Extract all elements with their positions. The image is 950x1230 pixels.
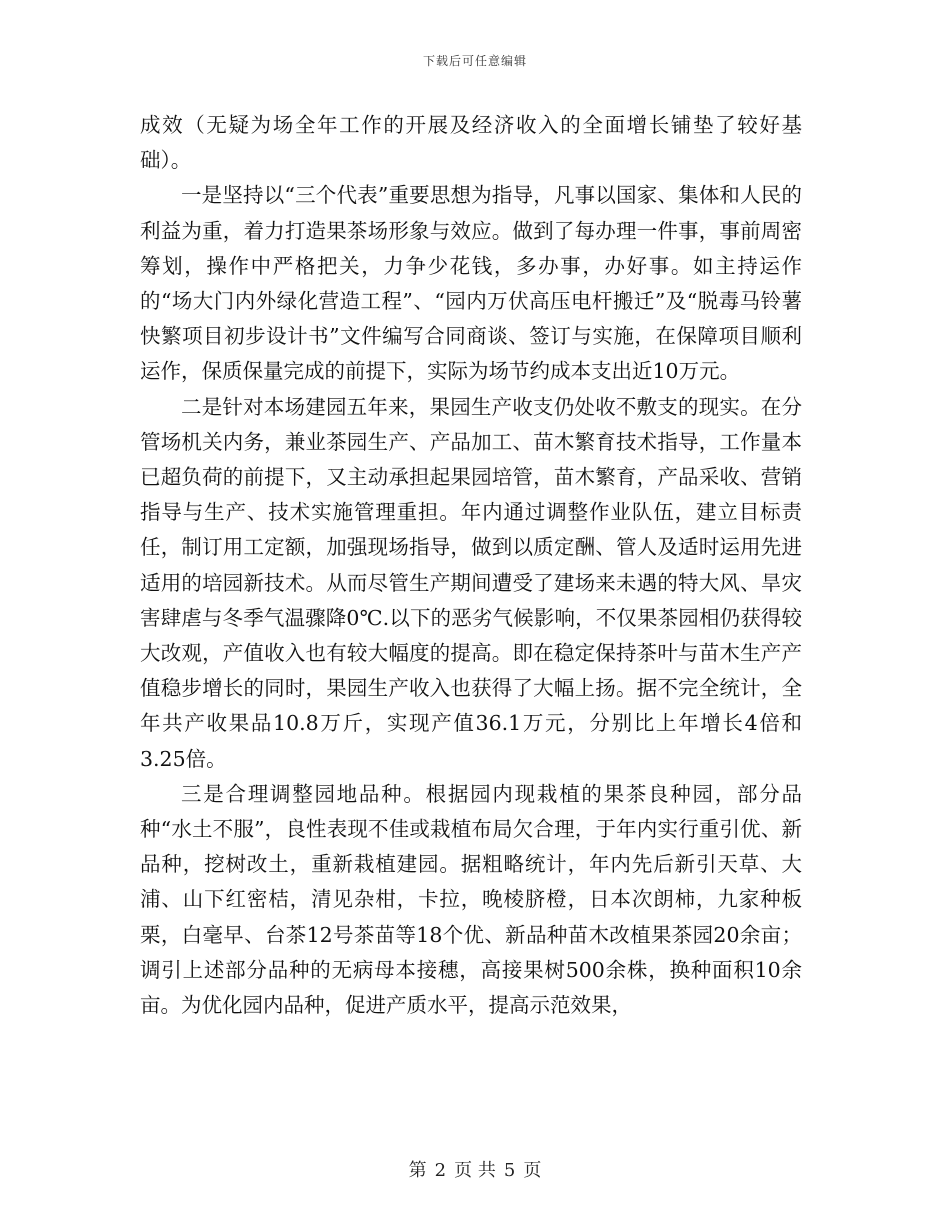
page-footer — [0, 1156, 950, 1182]
footer-current-page: 2 — [434, 1160, 447, 1181]
footer-suffix: 页 — [523, 1160, 542, 1181]
page-header: 下载后可任意编辑 — [422, 54, 527, 68]
body-text — [140, 108, 802, 1023]
paragraph-2: 二是针对本场建园五年来，果园生产收支仍处收不敷支的现实。在分管场机关内务，兼业茶园生产、产品加工、苗木繁育技术指导，工作量本已超负荷的前提下，又主动承担起果园培管，苗木繁育，产品采收、营销指导与生产、技术实施管理重担。年内通过调整作业队伍，建立目标责任，制订用工定额，加强现场指导，做到以质定酬、管人及适时运用先进适用的培园新技术。从而尽管生产期间遭受了建场来未遇的特大风、旱灾害肆虐与冬季气温骤降0℃.以下的恶劣气候影响，不仅果茶园相仍获得较大改观，产值收入也有较大幅度的提高。即在稳定保持茶叶与苗木生产产值稳步增长的同时，果园生产收入也获得了大幅上扬。据不完全统计，全年共产收果品10.8万斤，实现产值36.1万元，分别比上年增长4倍和3.25倍。 — [140, 394, 802, 771]
paragraph-3: 三是合理调整园地品种。根据园内现栽植的果茶良种园，部分品种“水土不服”，良性表现不佳或栽植布局欠合理，于年内实行重引优、新品种，挖树改土，重新栽植建园。据粗略统计，年内先后新引天草、大浦、山下红密桔，清见杂柑，卡拉，晚棱脐橙，日本次朗柿，九家种板栗，白毫早、台茶12号茶苗等18个优、新品种苗木改植果茶园20余亩；调引上述部分品种的无病母本接穗，高接果树500余株，换种面积10余亩。为优化园内品种，促进产质水平，提高示范效果， — [140, 781, 802, 1018]
footer-prefix: 第 — [408, 1160, 427, 1181]
footer-total-pages: 5 — [503, 1160, 516, 1181]
paragraph-continuation: 成效（无疑为场全年工作的开展及经济收入的全面增长铺垫了较好基础）。 — [140, 113, 802, 173]
footer-middle: 页 共 — [454, 1160, 496, 1181]
paragraph-1: 一是坚持以“三个代表”重要思想为指导，凡事以国家、集体和人民的利益为重，着力打造果茶场形象与效应。做到了每办理一件事，事前周密筹划，操作中严格把关，力争少花钱，多办事，办好事。如主持运作的“场大门内外绿化营造工程”、“园内万伏高压电杆搬迁”及“脱毒马铃薯快繁项目初步设计书”文件编写合同商谈、签订与实施，在保障项目顺利运作，保质保量完成的前提下，实际为场节约成本支出近10万元。 — [140, 183, 802, 384]
